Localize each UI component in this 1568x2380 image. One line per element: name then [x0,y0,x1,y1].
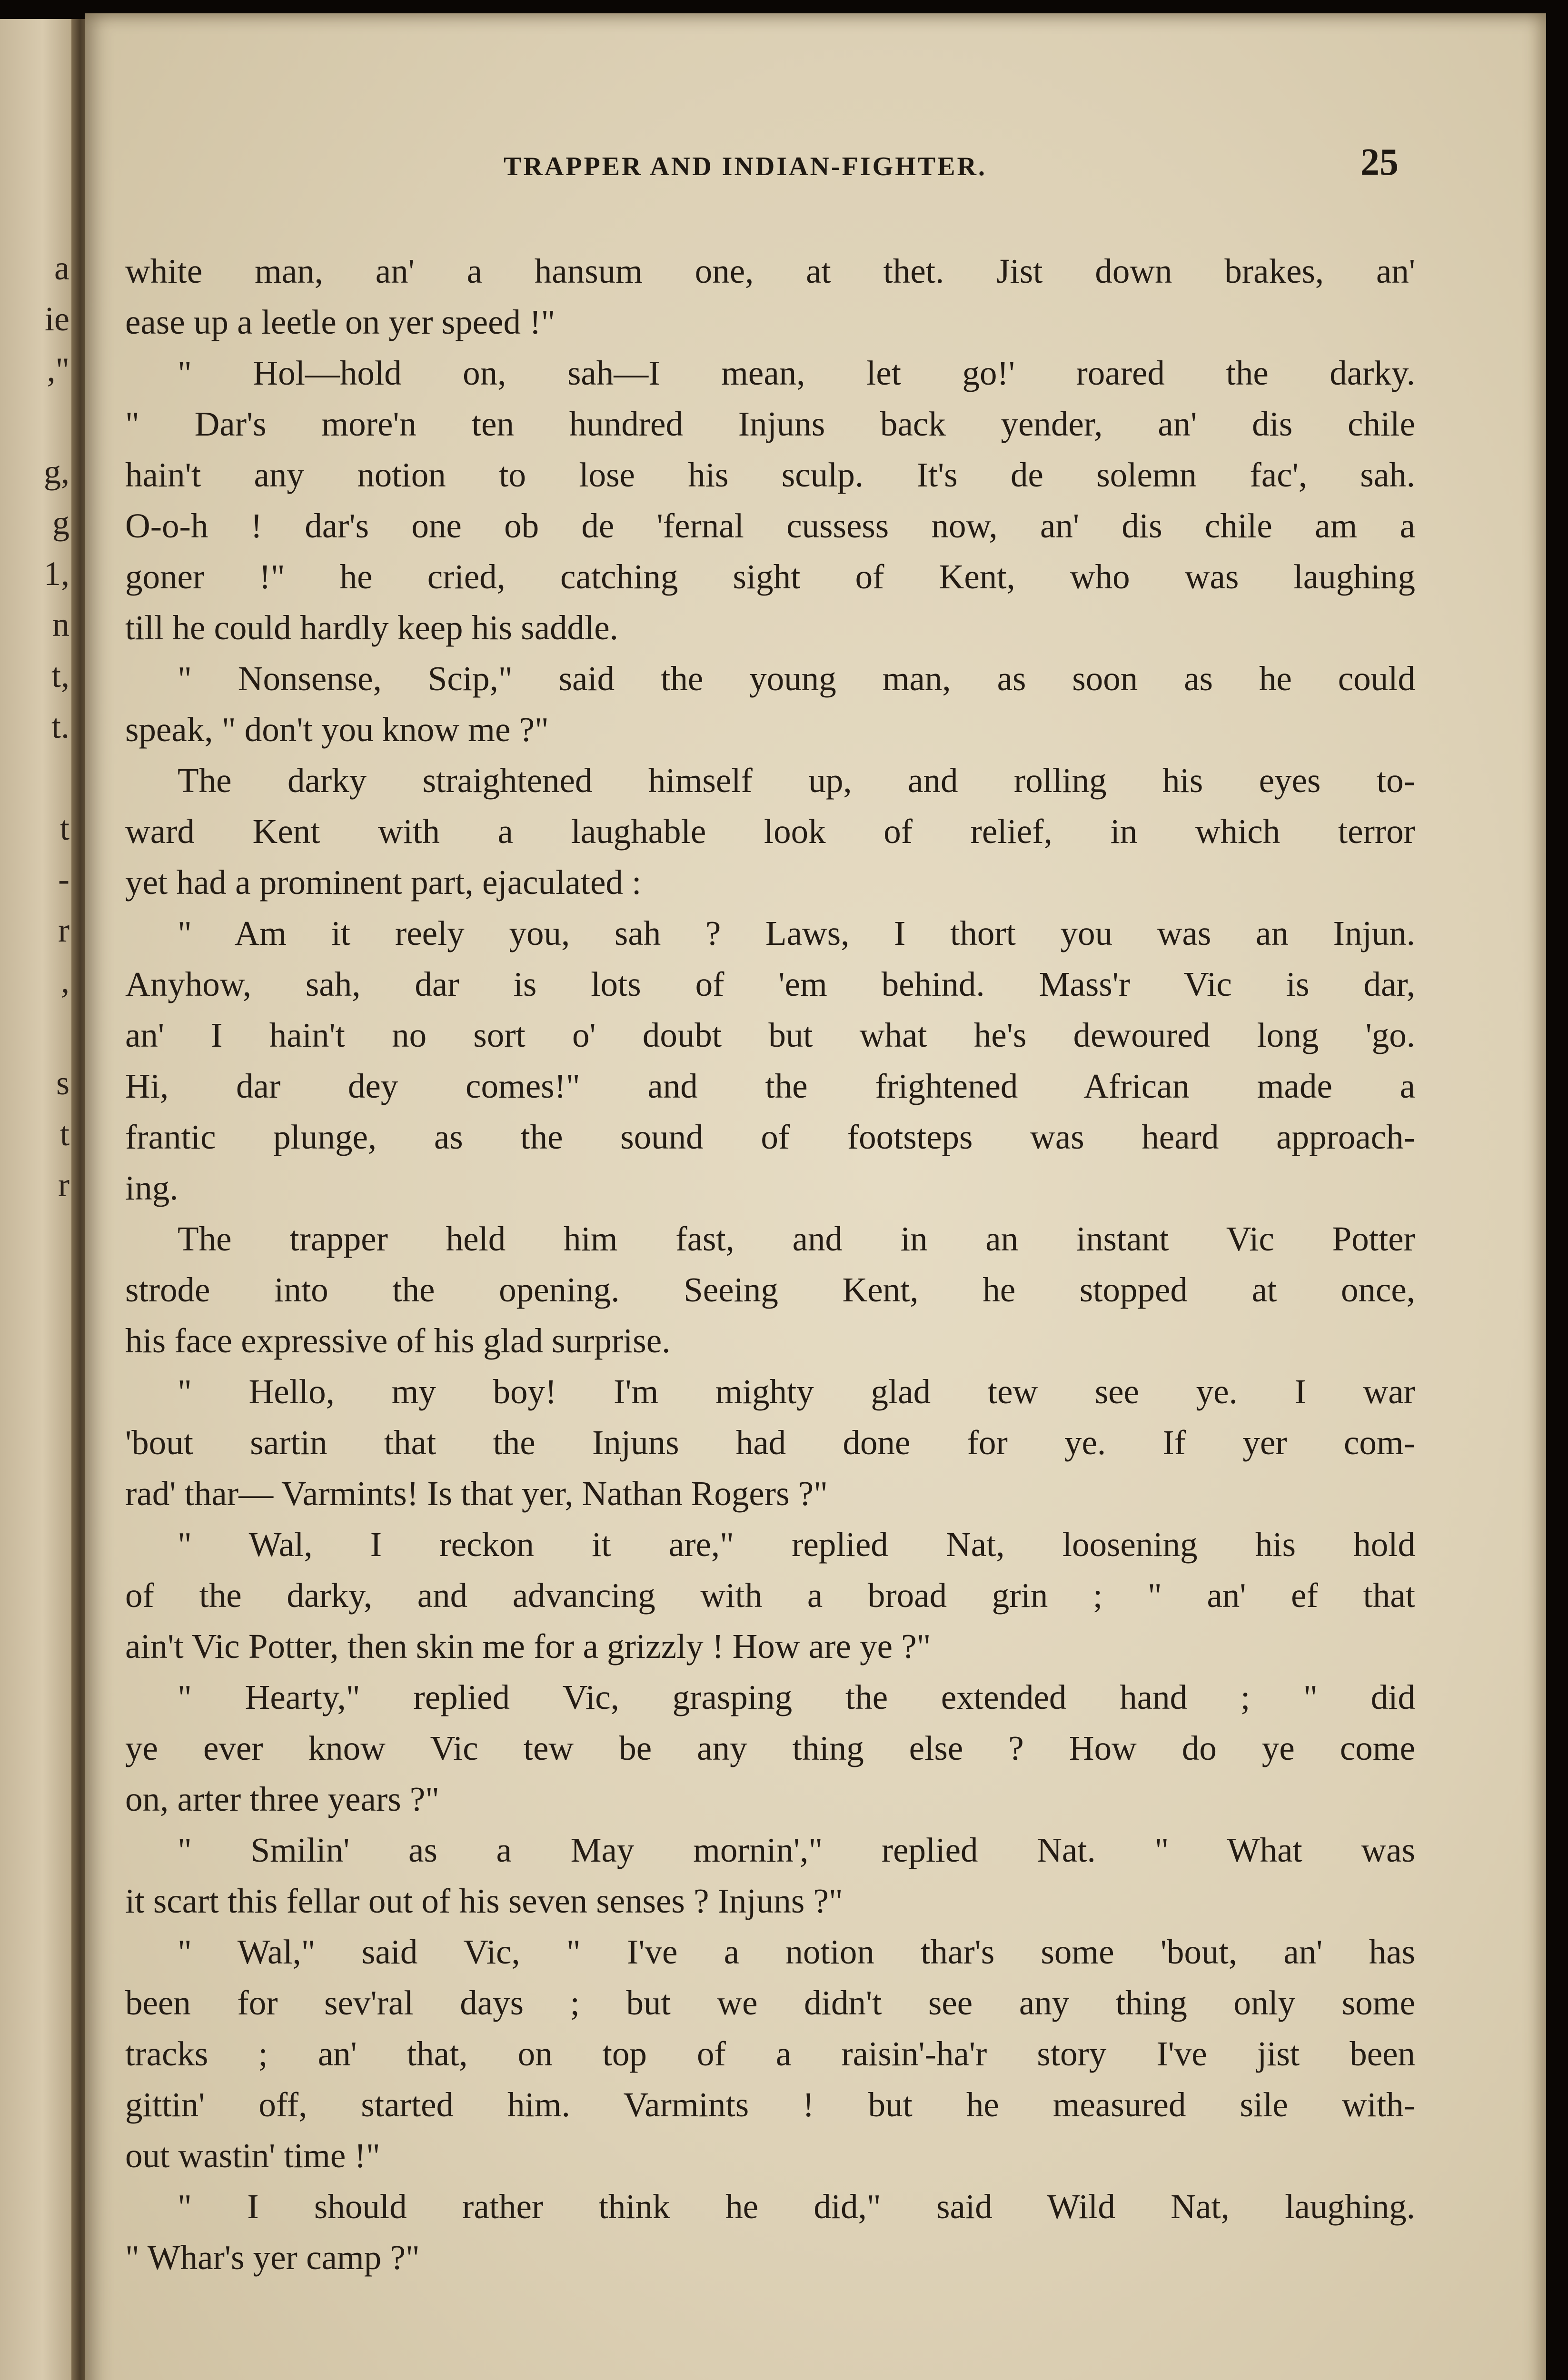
text-line: hain't any notion to lose his sculp. It's de solemn fac', sah. [125,456,1415,494]
text-line: Anyhow, sah, dar is lots of 'em behind. Mass'r Vic is dar, [125,965,1415,1003]
text-line: " I should rather think he did," said Wild Nat, laughing. [178,2187,1415,2226]
text-line: The trapper held him fast, and in an instant Vic Potter [178,1220,1415,1258]
text-line: an' I hain't no sort o' doubt but what he's dewoured long 'go. [125,1016,1415,1054]
text-line: " Hearty," replied Vic, grasping the extended hand ; " did [178,1678,1415,1716]
text-line: ing. [125,1169,179,1207]
text-line: tracks ; an' that, on top of a raisin'-ha'r story I've jist been [125,2034,1415,2073]
text-line: ain't Vic Potter, then skin me for a grizzly ! How are ye ?" [125,1627,931,1666]
text-line: strode into the opening. Seeing Kent, he stopped at once, [125,1270,1415,1309]
text-line: of the darky, and advancing with a broad grin ; " an' ef that [125,1576,1415,1615]
text-line: " Hello, my boy! I'm mighty glad tew see ye. I war [178,1372,1415,1411]
text-line: it scart this fellar out of his seven senses ? Injuns ?" [125,1882,843,1920]
text-line: O-o-h ! dar's one ob de 'fernal cussess now, an' dis chile am a [125,506,1415,545]
text-line: " Smilin' as a May mornin'," replied Nat. " What was [178,1831,1415,1869]
text-line: till he could hardly keep his saddle. [125,608,618,647]
running-header: TRAPPER AND INDIAN-FIGHTER. [504,152,987,181]
text-line: " Wal," said Vic, " I've a notion thar's some 'bout, an' has [178,1933,1415,1971]
text-line: frantic plunge, as the sound of footsteps was heard approach- [125,1118,1415,1156]
text-line: his face expressive of his glad surprise. [125,1321,671,1360]
text-line: white man, an' a hansum one, at thet. Jist down brakes, an' [125,252,1415,290]
body-text [125,246,1415,2283]
text-line: " Hol—hold on, sah—I mean, let go!' roared the darky. [178,354,1415,392]
page-number: 25 [1360,141,1399,183]
book-page [85,13,1546,2380]
text-line: Hi, dar dey comes!" and the frightened African made a [125,1067,1415,1105]
text-line: speak, " don't you know me ?" [125,710,549,749]
text-line: ease up a leetle on yer speed !" [125,303,556,341]
text-line: 'bout sartin that the Injuns had done for ye. If yer com- [125,1423,1415,1462]
text-line: The darky straightened himself up, and rolling his eyes to- [178,761,1415,800]
text-line: on, arter three years ?" [125,1780,440,1818]
text-line: yet had a prominent part, ejaculated : [125,863,642,902]
text-line: " Whar's yer camp ?" [125,2238,420,2277]
text-line: ward Kent with a laughable look of relief, in which terror [125,812,1415,851]
text-line: " Am it reely you, sah ? Laws, I thort you was an Injun. [178,914,1415,952]
text-line: " Wal, I reckon it are," replied Nat, loosening his hold [178,1525,1415,1564]
text-line: goner !" he cried, catching sight of Kent, who was laughing [125,557,1415,596]
text-line: out wastin' time !" [125,2136,380,2175]
facing-page-edge [0,19,71,2380]
text-line: gittin' off, started him. Varmints ! but he measured sile with- [125,2085,1415,2124]
text-line: " Dar's more'n ten hundred Injuns back yender, an' dis chile [125,405,1415,443]
facing-page-text-fragments: a ie ," g, g 1, n t, t. t - r , s t r [44,249,69,1204]
text-line: rad' thar— Varmints! Is that yer, Nathan Rogers ?" [125,1474,828,1513]
text-line: ye ever know Vic tew be any thing else ? How do ye come [125,1729,1415,1767]
text-line: " Nonsense, Scip," said the young man, as soon as he could [178,659,1415,698]
text-line: been for sev'ral days ; but we didn't see any thing only some [125,1983,1415,2022]
